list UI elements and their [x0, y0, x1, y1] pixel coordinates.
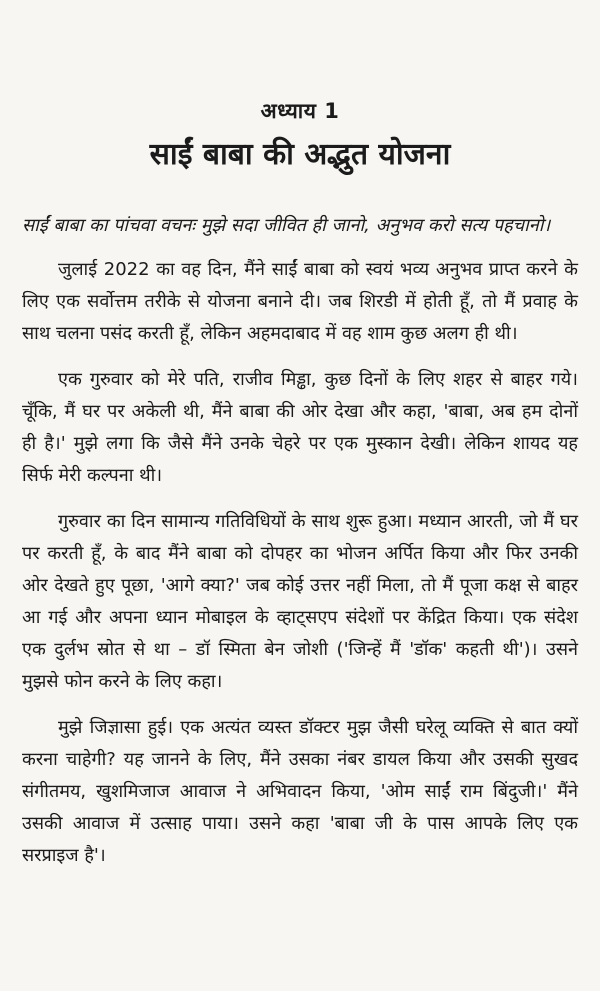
epigraph-quote: साईं बाबा का पांचवा वचनः मुझे सदा जीवित ही जानो, अनुभव करो सत्य पहचानो। [22, 215, 551, 236]
paragraph-1: जुलाई 2022 का वह दिन, मैंने साईं बाबा को स्वयं भव्य अनुभव प्राप्त करने के लिए एक सर्वोत्तम तरीके से योजना बनाने दी। जब शिरडी में होती हूँ, तो मैं प्रवाह के साथ चलना पसंद करती हूँ, लेकिन अहमदाबाद में वह शाम कुछ अलग ही थी। [22, 259, 578, 344]
paragraph-3: गुरुवार का दिन सामान्य गतिविधियों के साथ शुरू हुआ। मध्यान आरती, जो मैं घर पर करती हूँ, के बाद मैंने बाबा को दोपहर का भोजन अर्पित किया और फिर उनकी ओर देखते हुए पूछा, 'आगे क्या?' जब कोई उत्तर नहीं मिला, तो मैं पूजा कक्ष से बाहर आ गई और अपना ध्यान मोबाइल के व्हाट्सएप संदेशों पर केंद्रित किया। एक संदेश एक दुर्लभ स्रोत से था – डॉ स्मिता बेन जोशी ('जिन्हें मैं 'डॉक' कहती थी')। उसने मुझसे फोन करने के लिए कहा। [22, 511, 578, 692]
paragraph-2: एक गुरुवार को मेरे पति, राजीव मिड्ढा, कुछ दिनों के लिए शहर से बाहर गये। चूँकि, मैं घर पर अकेली थी, मैंने बाबा की ओर देखा और कहा, 'बाबा, अब हम दोनों ही है।' मुझे लगा कि जैसे मैंने उनके चेहरे पर एक मुस्कान देखी। लेकिन शायद यह सिर्फ मेरी कल्पना थी। [22, 369, 578, 486]
chapter-label: अध्याय 1 [260, 99, 340, 123]
paragraph-4: मुझे जिज्ञासा हुई। एक अत्यंत व्यस्त डॉक्टर मुझ जैसी घरेलू व्यक्ति से बात क्यों करना चाहेगी? यह जानने के लिए, मैंने उसका नंबर डायल किया और उसकी सुखद संगीतमय, खुशमिजाज आवाज ने अभिवादन किया, 'ओम साईं राम बिंदुजी।' मैंने उसकी आवाज में उत्साह पाया। उसने कहा 'बाबा जी के पास आपके लिए एक सरप्राइज है'। [22, 717, 578, 866]
chapter-title: साईं बाबा की अद्भुत योजना [149, 137, 451, 172]
